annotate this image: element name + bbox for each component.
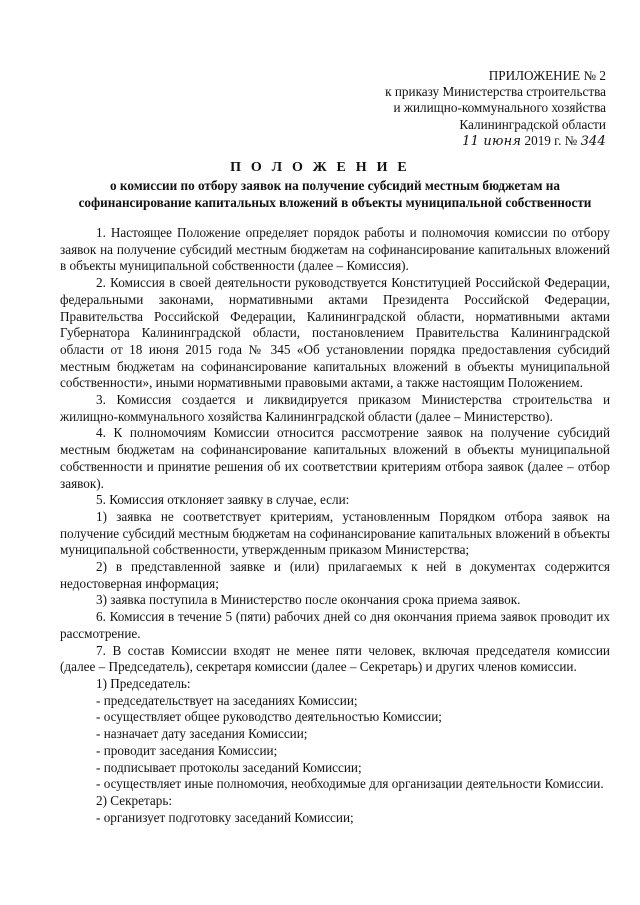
document-title: П О Л О Ж Е Н И Е <box>230 160 410 175</box>
annex-line-1: к приказу Министерства строительства <box>385 84 606 100</box>
paragraph-2: 2. Комиссия в своей деятельности руководствуется Конституцией Российской Федерации, федеральными законами, нормативными актами Президента Российской Федерации, Правительства Российской Федерации, Калининградской области, нормативными актами Губернатора Калининградской области, постановлением Правительства Калининградской области от 18 июня 2015 года № 345 «Об установлении порядка предоставления субсидий местным бюджетам на софинансирование капитальных вложений в объекты муниципальной собственности», иными нормативными правовыми актами, а также настоящим Положением. <box>60 275 610 391</box>
paragraph-6: 6. Комиссия в течение 5 (пяти) рабочих дней со дня окончания приема заявок проводит их рассмотрение. <box>60 609 610 641</box>
chairman-duty-3: - назначает дату заседания Комиссии; <box>96 726 308 742</box>
secretary-duty-1: - организует подготовку заседаний Комиссии; <box>96 809 354 825</box>
document-subtitle: о комиссии по отбору заявок на получение субсидий местным бюджетам на софинансирование капитальных вложений в объекты муниципальной собственности <box>78 178 592 210</box>
annex-date-line <box>385 133 606 150</box>
secretary-heading: 2) Секретарь: <box>96 792 172 808</box>
paragraph-4: 4. К полномочиям Комиссии относится рассмотрение заявок на получение субсидий местным бюджетам на софинансирование капитальных вложений в объекты муниципальной собственности и принятие решения об их соответствии критериям отбора заявок (далее – отбор заявок). <box>60 425 610 491</box>
annex-line-2: и жилищно-коммунального хозяйства <box>393 100 606 116</box>
order-year: 2019 г. № <box>524 132 578 148</box>
paragraph-7: 7. В состав Комиссии входят не менее пяти человек, включая председателя комиссии (далее – Председатель), секретаря комиссии (далее – Секретарь) и других членов комиссии. <box>60 642 610 675</box>
chairman-heading: 1) Председатель: <box>96 675 191 691</box>
paragraph-5-item-2: 2) в представленной заявке и (или) прилагаемых к ней в документах содержится недостоверная информация; <box>60 559 610 591</box>
paragraph-3: 3. Комиссия создается и ликвидируется приказом Министерства строительства и жилищно-коммунального хозяйства Калининградской области (далее – Министерство). <box>60 392 610 424</box>
annex-title: ПРИЛОЖЕНИЕ № 2 <box>488 68 606 83</box>
paragraph-5-item-1: 1) заявка не соответствует критериям, установленным Порядком отбора заявок на получение субсидий местным бюджетам на софинансирование капитальных вложений в объекты муниципальной собственности, утвержденным приказом Министерства; <box>60 508 610 558</box>
paragraph-5: 5. Комиссия отклоняет заявку в случае, если: <box>96 492 350 508</box>
chairman-duty-1: - председательствует на заседаниях Комиссии; <box>96 692 358 708</box>
handwritten-number: 344 <box>580 133 606 149</box>
paragraph-1: 1. Настоящее Положение определяет порядок работы и полномочия комиссии по отбору заявок на получение субсидий местным бюджетам на софинансирование капитальных вложений в объекты муниципальной собственности (далее – Комиссия). <box>60 225 610 274</box>
chairman-duty-4: - проводит заседания Комиссии; <box>96 742 278 758</box>
annex-block <box>385 68 606 150</box>
chairman-duty-2: - осуществляет общее руководство деятельностью Комиссии; <box>96 709 442 725</box>
chairman-duty-5: - подписывает протоколы заседаний Комиссии; <box>96 759 362 775</box>
chairman-duty-6: - осуществляет иные полномочия, необходимые для организации деятельности Комиссии. <box>96 776 604 792</box>
annex-line-3: Калининградской области <box>459 116 606 132</box>
document-body <box>60 225 610 826</box>
paragraph-5-item-3: 3) заявка поступила в Министерство после окончания срока приема заявок. <box>96 592 521 608</box>
handwritten-date: 11 июня <box>462 133 522 149</box>
